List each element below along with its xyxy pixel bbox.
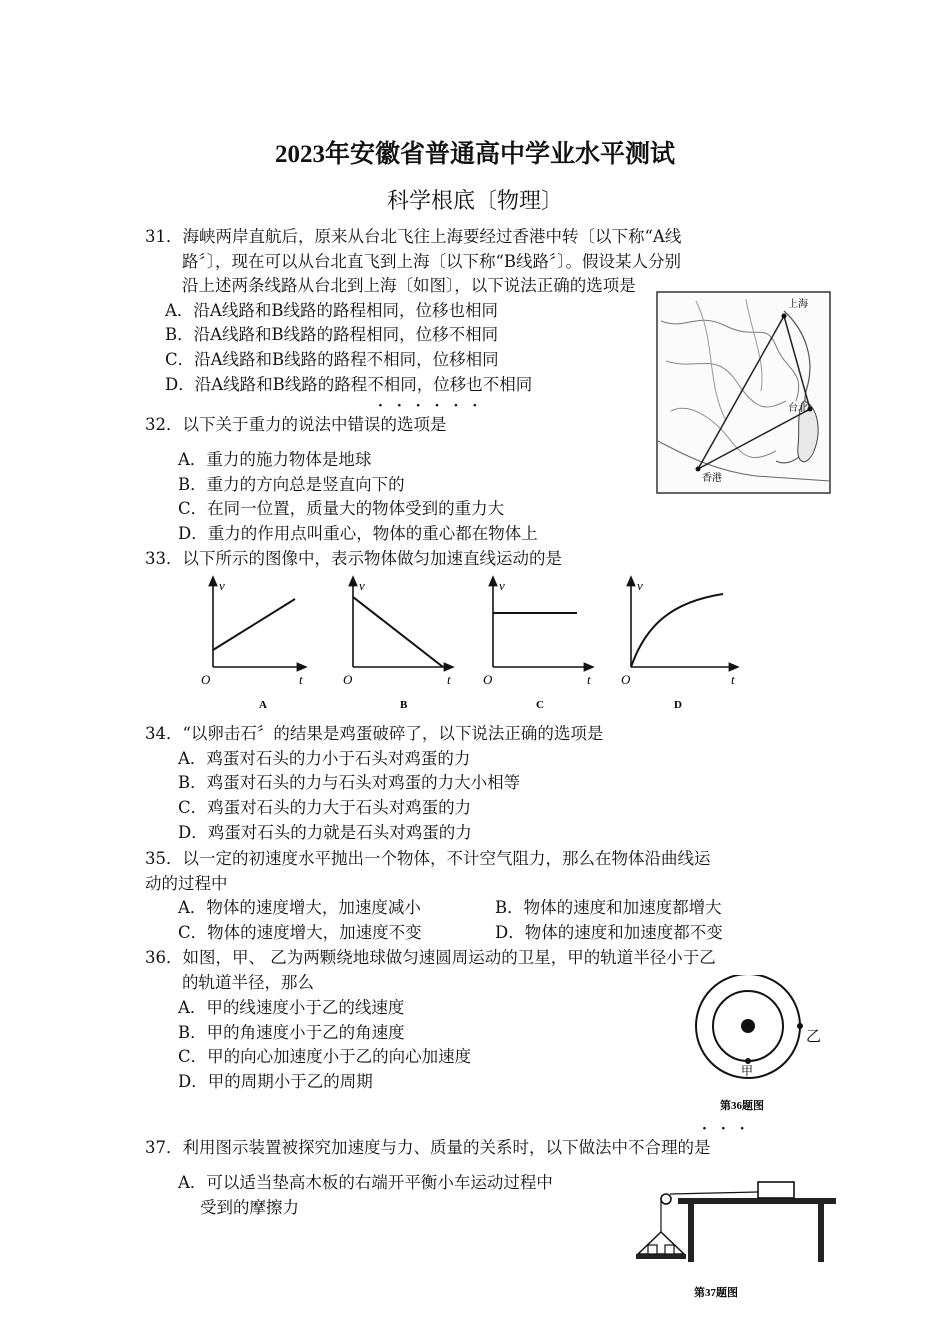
q36-orbit-figure bbox=[690, 975, 830, 1115]
graph-d-origin: O bbox=[621, 672, 631, 687]
q37-caption: 第37题图 bbox=[694, 1287, 738, 1299]
q32-option-d: D．重力的作用点叫重心，物体的重心都在物体上 bbox=[178, 524, 538, 543]
page-title: 2023年安徽省普通高中学业水平测试 bbox=[274, 141, 675, 168]
q31-stem-line1: 31．海峡两岸直航后，原来从台北飞往上海要经过香港中转〔以下称“A线 bbox=[145, 227, 682, 246]
graph-d bbox=[621, 578, 735, 711]
label-jia: 甲 bbox=[741, 1064, 754, 1078]
graph-c bbox=[483, 578, 591, 711]
emphasis-dots-q37: ··· bbox=[702, 1121, 759, 1137]
emphasis-dots-q32: ······ bbox=[378, 398, 492, 414]
graph-a-v-label: v bbox=[219, 578, 225, 593]
q35-stem-line2: 动的过程中 bbox=[145, 874, 228, 893]
graph-c-v-label: v bbox=[499, 578, 505, 593]
page-subtitle: 科学根底〔物理〕 bbox=[386, 189, 563, 214]
q37-stem: 37．利用图示装置被探究加速度与力、质量的关系时，以下做法中不合理的是 bbox=[145, 1138, 711, 1157]
graph-a-label: A bbox=[259, 699, 267, 711]
q34-stem: 34．“以卵击石〞的结果是鸡蛋破碎了，以下说法正确的选项是 bbox=[145, 724, 604, 743]
q37-option-a-line1: A．可以适当垫高木板的右端开平衡小车运动过程中 bbox=[178, 1173, 553, 1192]
q32-option-c: C．在同一位置，质量大的物体受到的重力大 bbox=[178, 499, 505, 518]
earth bbox=[741, 1019, 755, 1033]
graph-b-origin: O bbox=[343, 672, 353, 687]
graph-a-t-label: t bbox=[299, 672, 303, 687]
q31-option-c: C．沿A线路和B线路的路程不相同，位移相同 bbox=[165, 350, 499, 369]
map-label-taibei: 台北 bbox=[788, 403, 808, 414]
graph-c-origin: O bbox=[483, 672, 493, 687]
graph-c-label: C bbox=[536, 699, 544, 711]
q34-option-b: B．鸡蛋对石头的力与石头对鸡蛋的力大小相等 bbox=[178, 773, 521, 792]
q33-stem: 33．以下所示的图像中，表示物体做匀加速直线运动的是 bbox=[145, 549, 562, 568]
q35-option-c: C．物体的速度增大，加速度不变 bbox=[178, 923, 422, 942]
q31-option-a: A．沿A线路和B线路的路程相同，位移也相同 bbox=[165, 301, 498, 320]
q31-option-b: B．沿A线路和B线路的路程相同，位移不相同 bbox=[165, 325, 499, 344]
q32-stem: 32．以下关于重力的说法中错误的选项是 bbox=[145, 415, 447, 434]
q31-stem-line3: 沿上述两条线路从台北到上海〔如图〕，以下说法正确的选项是 bbox=[182, 276, 636, 295]
q37-apparatus-figure bbox=[632, 1176, 844, 1306]
q36-option-c: C．甲的向心加速度小于乙的向心加速度 bbox=[178, 1047, 472, 1066]
q34-option-d: D．鸡蛋对石头的力就是石头对鸡蛋的力 bbox=[178, 823, 472, 842]
graph-b-label: B bbox=[400, 699, 408, 711]
q36-caption: 第36题图 bbox=[720, 1100, 764, 1112]
graph-d-v-label: v bbox=[637, 578, 643, 593]
pulley bbox=[661, 1194, 671, 1204]
label-yi: 乙 bbox=[806, 1029, 822, 1045]
q36-option-d: D．甲的周期小于乙的周期 bbox=[178, 1072, 373, 1091]
q37-option-a-line2: 受到的摩擦力 bbox=[200, 1198, 299, 1217]
q35-option-d: D．物体的速度和加速度都不变 bbox=[495, 923, 723, 942]
graph-a-origin: O bbox=[201, 672, 211, 687]
q31-option-d: D．沿A线路和B线路的路程不相同，位移也不相同 bbox=[165, 375, 533, 394]
graph-b-v-label: v bbox=[359, 578, 365, 593]
q34-option-a: A．鸡蛋对石头的力小于石头对鸡蛋的力 bbox=[178, 749, 471, 768]
q32-option-b: B．重力的方向总是竖直向下的 bbox=[178, 475, 405, 494]
q33-graphs bbox=[195, 572, 755, 717]
graph-b bbox=[343, 578, 451, 711]
q35-option-a: A．物体的速度增大，加速度减小 bbox=[178, 898, 421, 917]
map-label-hongkong: 香港 bbox=[702, 473, 722, 484]
q31-map-figure bbox=[656, 291, 831, 494]
q36-stem-line2: 的轨道半径，那么 bbox=[182, 973, 314, 992]
q34-option-c: C．鸡蛋对石头的力大于石头对鸡蛋的力 bbox=[178, 798, 472, 817]
cart bbox=[758, 1182, 794, 1198]
graph-b-t-label: t bbox=[447, 672, 451, 687]
q36-option-b: B．甲的角速度小于乙的角速度 bbox=[178, 1023, 405, 1042]
q31-stem-line2: 路〞〕，现在可以从台北直飞到上海〔以下称“B线路〞〕。假设某人分别 bbox=[182, 252, 682, 271]
satellite-yi bbox=[797, 1023, 803, 1029]
graph-c-t-label: t bbox=[587, 672, 591, 687]
q32-option-a: A．重力的施力物体是地球 bbox=[178, 450, 372, 469]
q36-stem-line1: 36．如图，甲、 乙为两颗绕地球做匀速圆周运动的卫星，甲的轨道半径小于乙 bbox=[145, 948, 716, 967]
q36-option-a: A．甲的线速度小于乙的线速度 bbox=[178, 998, 405, 1017]
graph-d-t-label: t bbox=[731, 672, 735, 687]
graph-a bbox=[201, 578, 303, 711]
map-label-shanghai: 上海 bbox=[788, 299, 808, 310]
q35-option-b: B．物体的速度和加速度都增大 bbox=[495, 898, 722, 917]
graph-d-label: D bbox=[674, 699, 682, 711]
q35-stem-line1: 35．以一定的初速度水平抛出一个物体，不计空气阻力，那么在物体沿曲线运 bbox=[145, 849, 711, 868]
